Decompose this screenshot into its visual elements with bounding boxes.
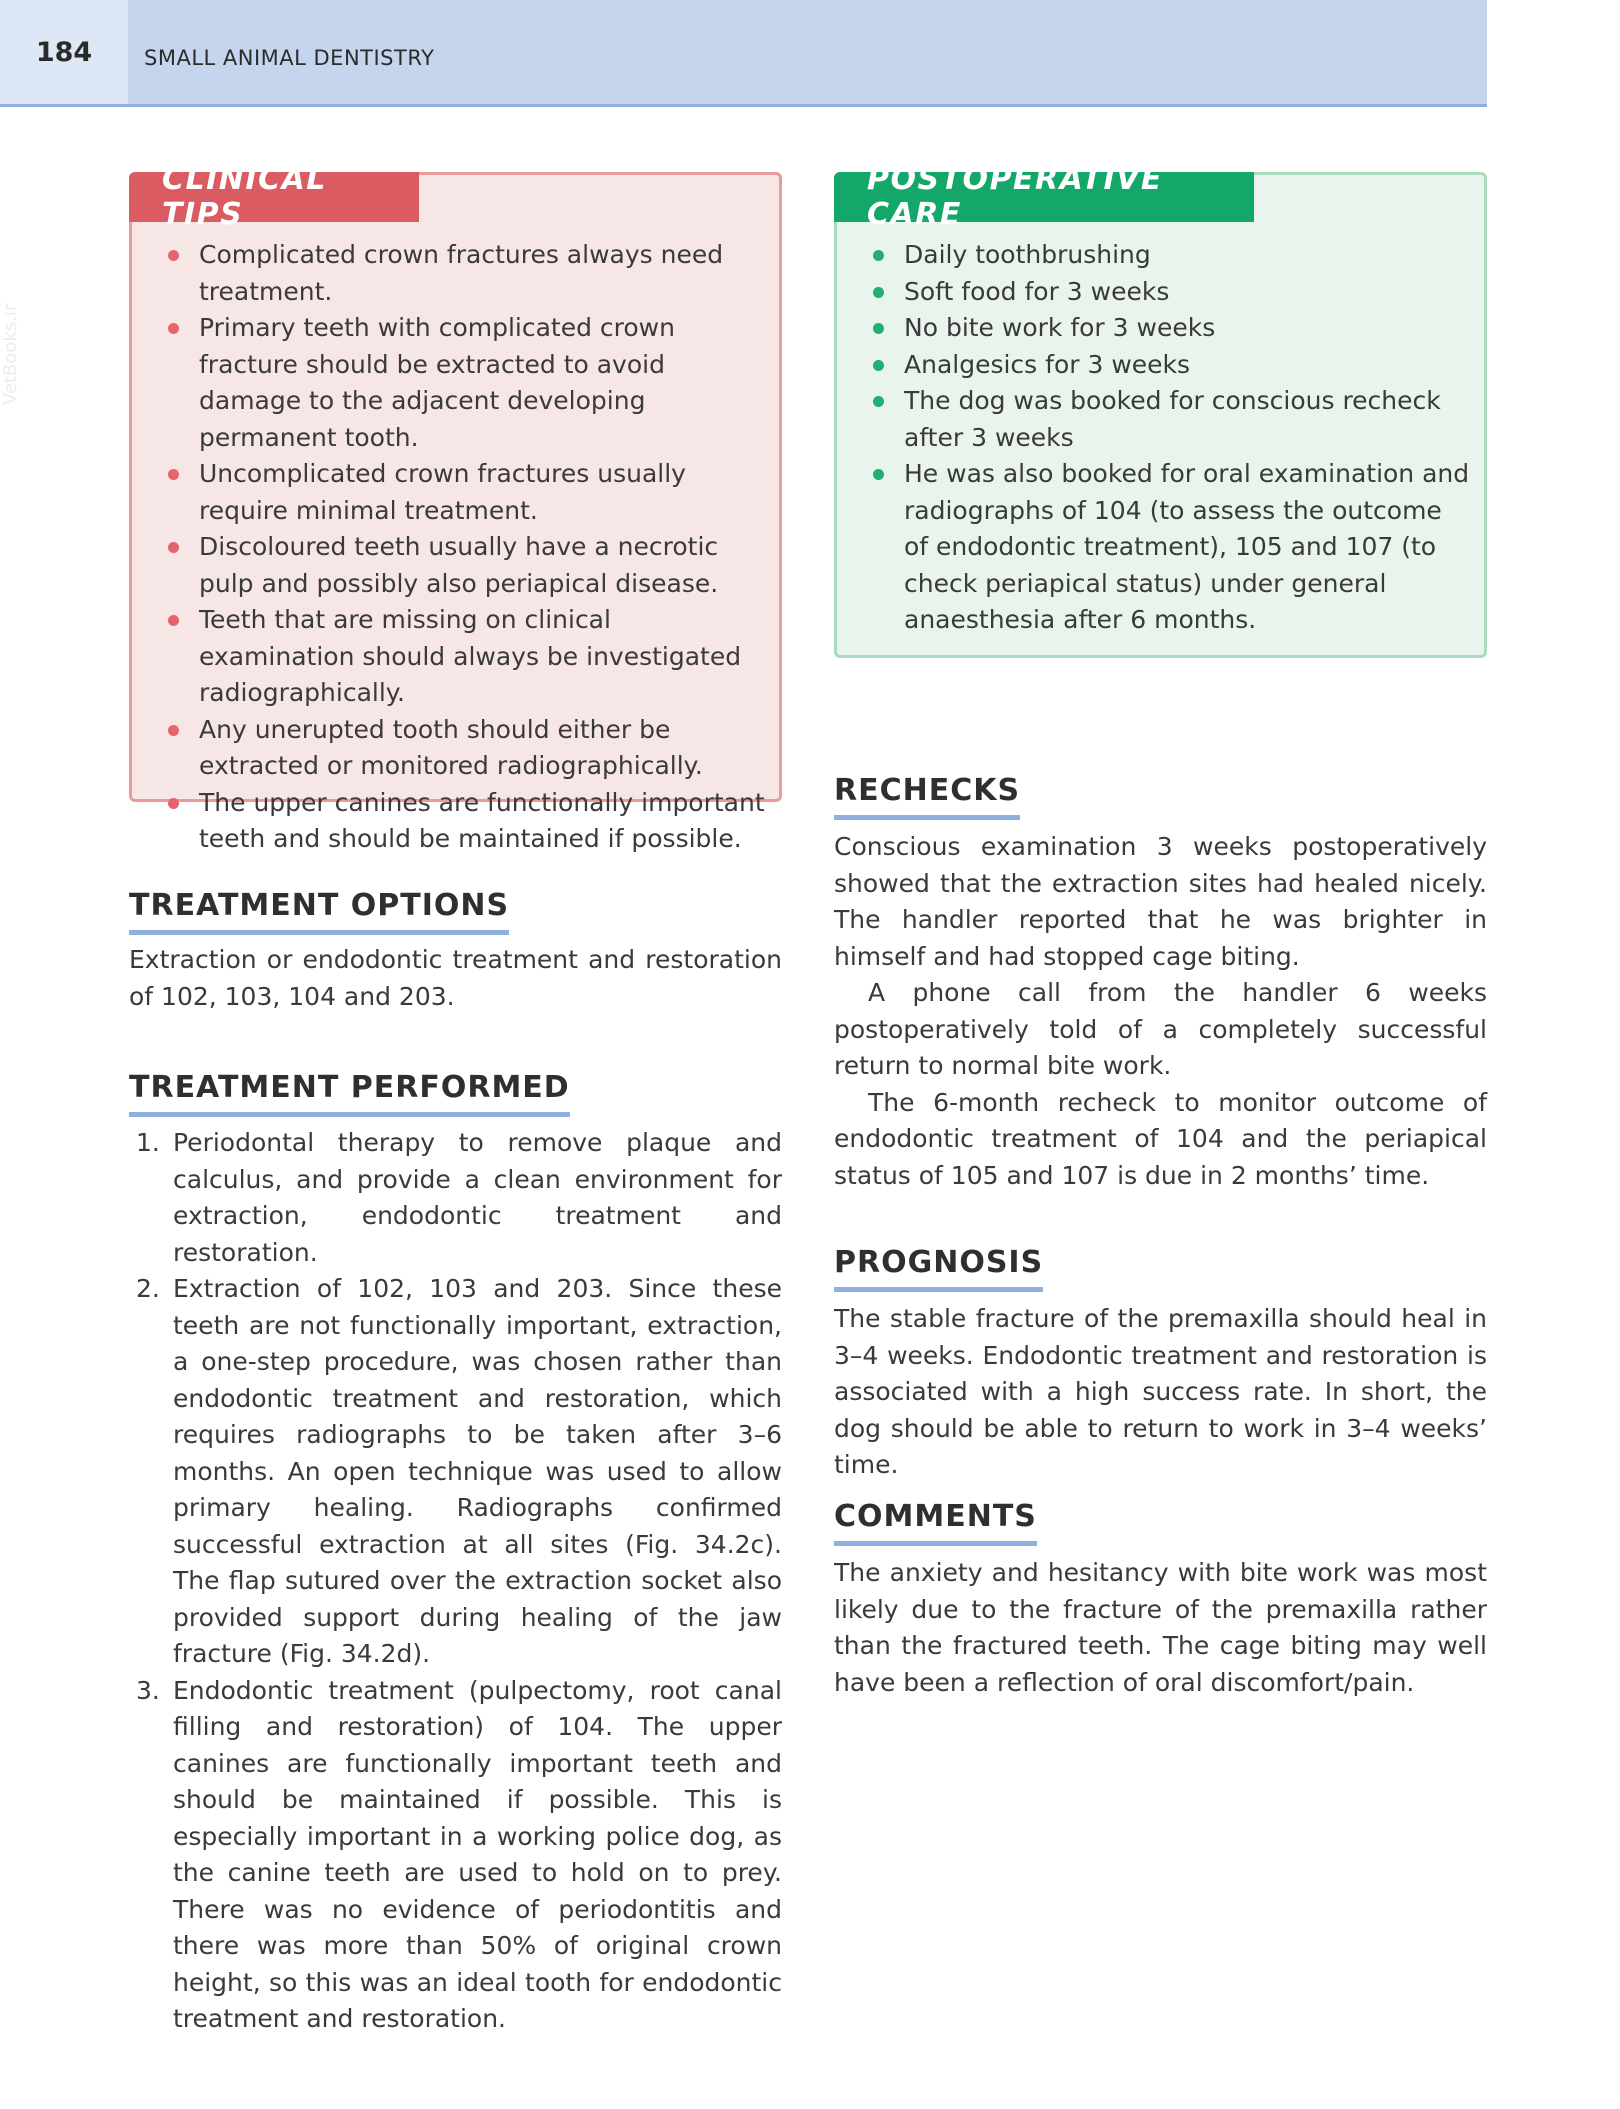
bullet-icon [873, 287, 884, 298]
prognosis-heading: PROGNOSIS [834, 1245, 1043, 1292]
list-item: 2. Extraction of 102, 103 and 203. Since these teeth are not functionally important, extraction, a one-step procedure, was chosen rather than endodontic treatment and restoration, which requires radiographs to be taken after 3–6 months. An open technique was used to allow primary healing. Radiographs confirmed successful extraction at all sites (Fig. 34.2c). The flap sutured over the extraction socket also provided support during healing of the jaw fracture (Fig. 34.2d). [136, 1274, 782, 1668]
clinical-tips-box [129, 162, 782, 853]
bullet-icon [873, 323, 884, 334]
list-item: 3. Endodontic treatment (pulpectomy, root canal filling and restoration) of 104. The upper canines are functionally important teeth and should be maintained if possible. This is especially important in a working police dog, as the canine teeth are used to hold on to prey. There was no evidence of periodontitis and there was more than 50% of original crown height, so this was an ideal tooth for endodontic treatment and restoration. [136, 1675, 782, 2033]
bullet-icon [873, 469, 884, 480]
bullet-icon [168, 469, 179, 480]
bullet-icon [168, 323, 179, 334]
postoperative-care-box [834, 162, 1487, 658]
list-item: Teeth that are missing on clinical examination should always be investigated radiographically. [165, 602, 765, 712]
watermark: VetBooks.ir [0, 303, 21, 405]
clinical-tips-list [165, 237, 765, 858]
rechecks-text: Conscious examination 3 weeks postoperatively showed that the extraction sites had healed nicely. The handler reported that he was brighter in himself and had stopped cage biting. A phone call from the handler 6 weeks postoperatively told of a completely successful return to normal bite work. The 6-month recheck to monitor outcome of endodontic treatment of 104 and the periapical status of 105 and 107 is due in 2 months’ time. [834, 832, 1487, 1190]
prognosis-text: The stable fracture of the premaxilla should heal in 3–4 weeks. Endodontic treatment and restoration is associated with a high success rate. In short, the dog should be able to return to work in 3–4 weeks’ time. [834, 1304, 1487, 1479]
running-title: SMALL ANIMAL DENTISTRY [144, 46, 435, 70]
treatment-options-text: Extraction or endodontic treatment and restoration of 102, 103, 104 and 203. [129, 945, 782, 1011]
bullet-icon [168, 615, 179, 626]
postoperative-care-list [870, 237, 1470, 639]
list-item: No bite work for 3 weeks [870, 310, 1470, 347]
clinical-tips-title: CLINICAL TIPS [129, 172, 419, 222]
list-item: Analgesics for 3 weeks [870, 347, 1470, 384]
list-item: 1. Periodontal therapy to remove plaque and calculus, and provide a clean environment for extraction, endodontic treatment and restoration. [136, 1128, 782, 1267]
bullet-icon [168, 798, 179, 809]
list-item: The dog was booked for conscious recheck after 3 weeks [870, 383, 1470, 456]
bullet-icon [873, 250, 884, 261]
comments-heading: COMMENTS [834, 1499, 1037, 1546]
list-item: The upper canines are functionally important teeth and should be maintained if possible. [165, 785, 765, 858]
rechecks-heading: RECHECKS [834, 773, 1020, 820]
postoperative-care-title: POSTOPERATIVE CARE [834, 172, 1254, 222]
list-item: Discoloured teeth usually have a necrotic pulp and possibly also periapical disease. [165, 529, 765, 602]
treatment-performed-list [129, 1125, 782, 2038]
bullet-icon [873, 396, 884, 407]
bullet-icon [168, 250, 179, 261]
list-item: He was also booked for oral examination and radiographs of 104 (to assess the outcome of endodontic treatment), 105 and 107 (to check periapical status) under general anaesthesia after 6 months. [870, 456, 1470, 639]
bullet-icon [168, 725, 179, 736]
list-item: Daily toothbrushing [870, 237, 1470, 274]
comments-text: The anxiety and hesitancy with bite work was most likely due to the fracture of the premaxilla rather than the fractured teeth. The cage biting may well have been a reflection of oral discomfort/pain. [834, 1558, 1487, 1697]
list-item: Complicated crown fractures always need treatment. [165, 237, 765, 310]
treatment-options-heading: TREATMENT OPTIONS [129, 888, 509, 935]
treatment-performed-heading: TREATMENT PERFORMED [129, 1070, 570, 1117]
list-item: Soft food for 3 weeks [870, 274, 1470, 311]
list-item: Primary teeth with complicated crown fracture should be extracted to avoid damage to the adjacent developing permanent tooth. [165, 310, 765, 456]
bullet-icon [873, 360, 884, 371]
list-item: Any unerupted tooth should either be extracted or monitored radiographically. [165, 712, 765, 785]
list-item: Uncomplicated crown fractures usually require minimal treatment. [165, 456, 765, 529]
bullet-icon [168, 542, 179, 553]
page-number: 184 [0, 0, 128, 104]
